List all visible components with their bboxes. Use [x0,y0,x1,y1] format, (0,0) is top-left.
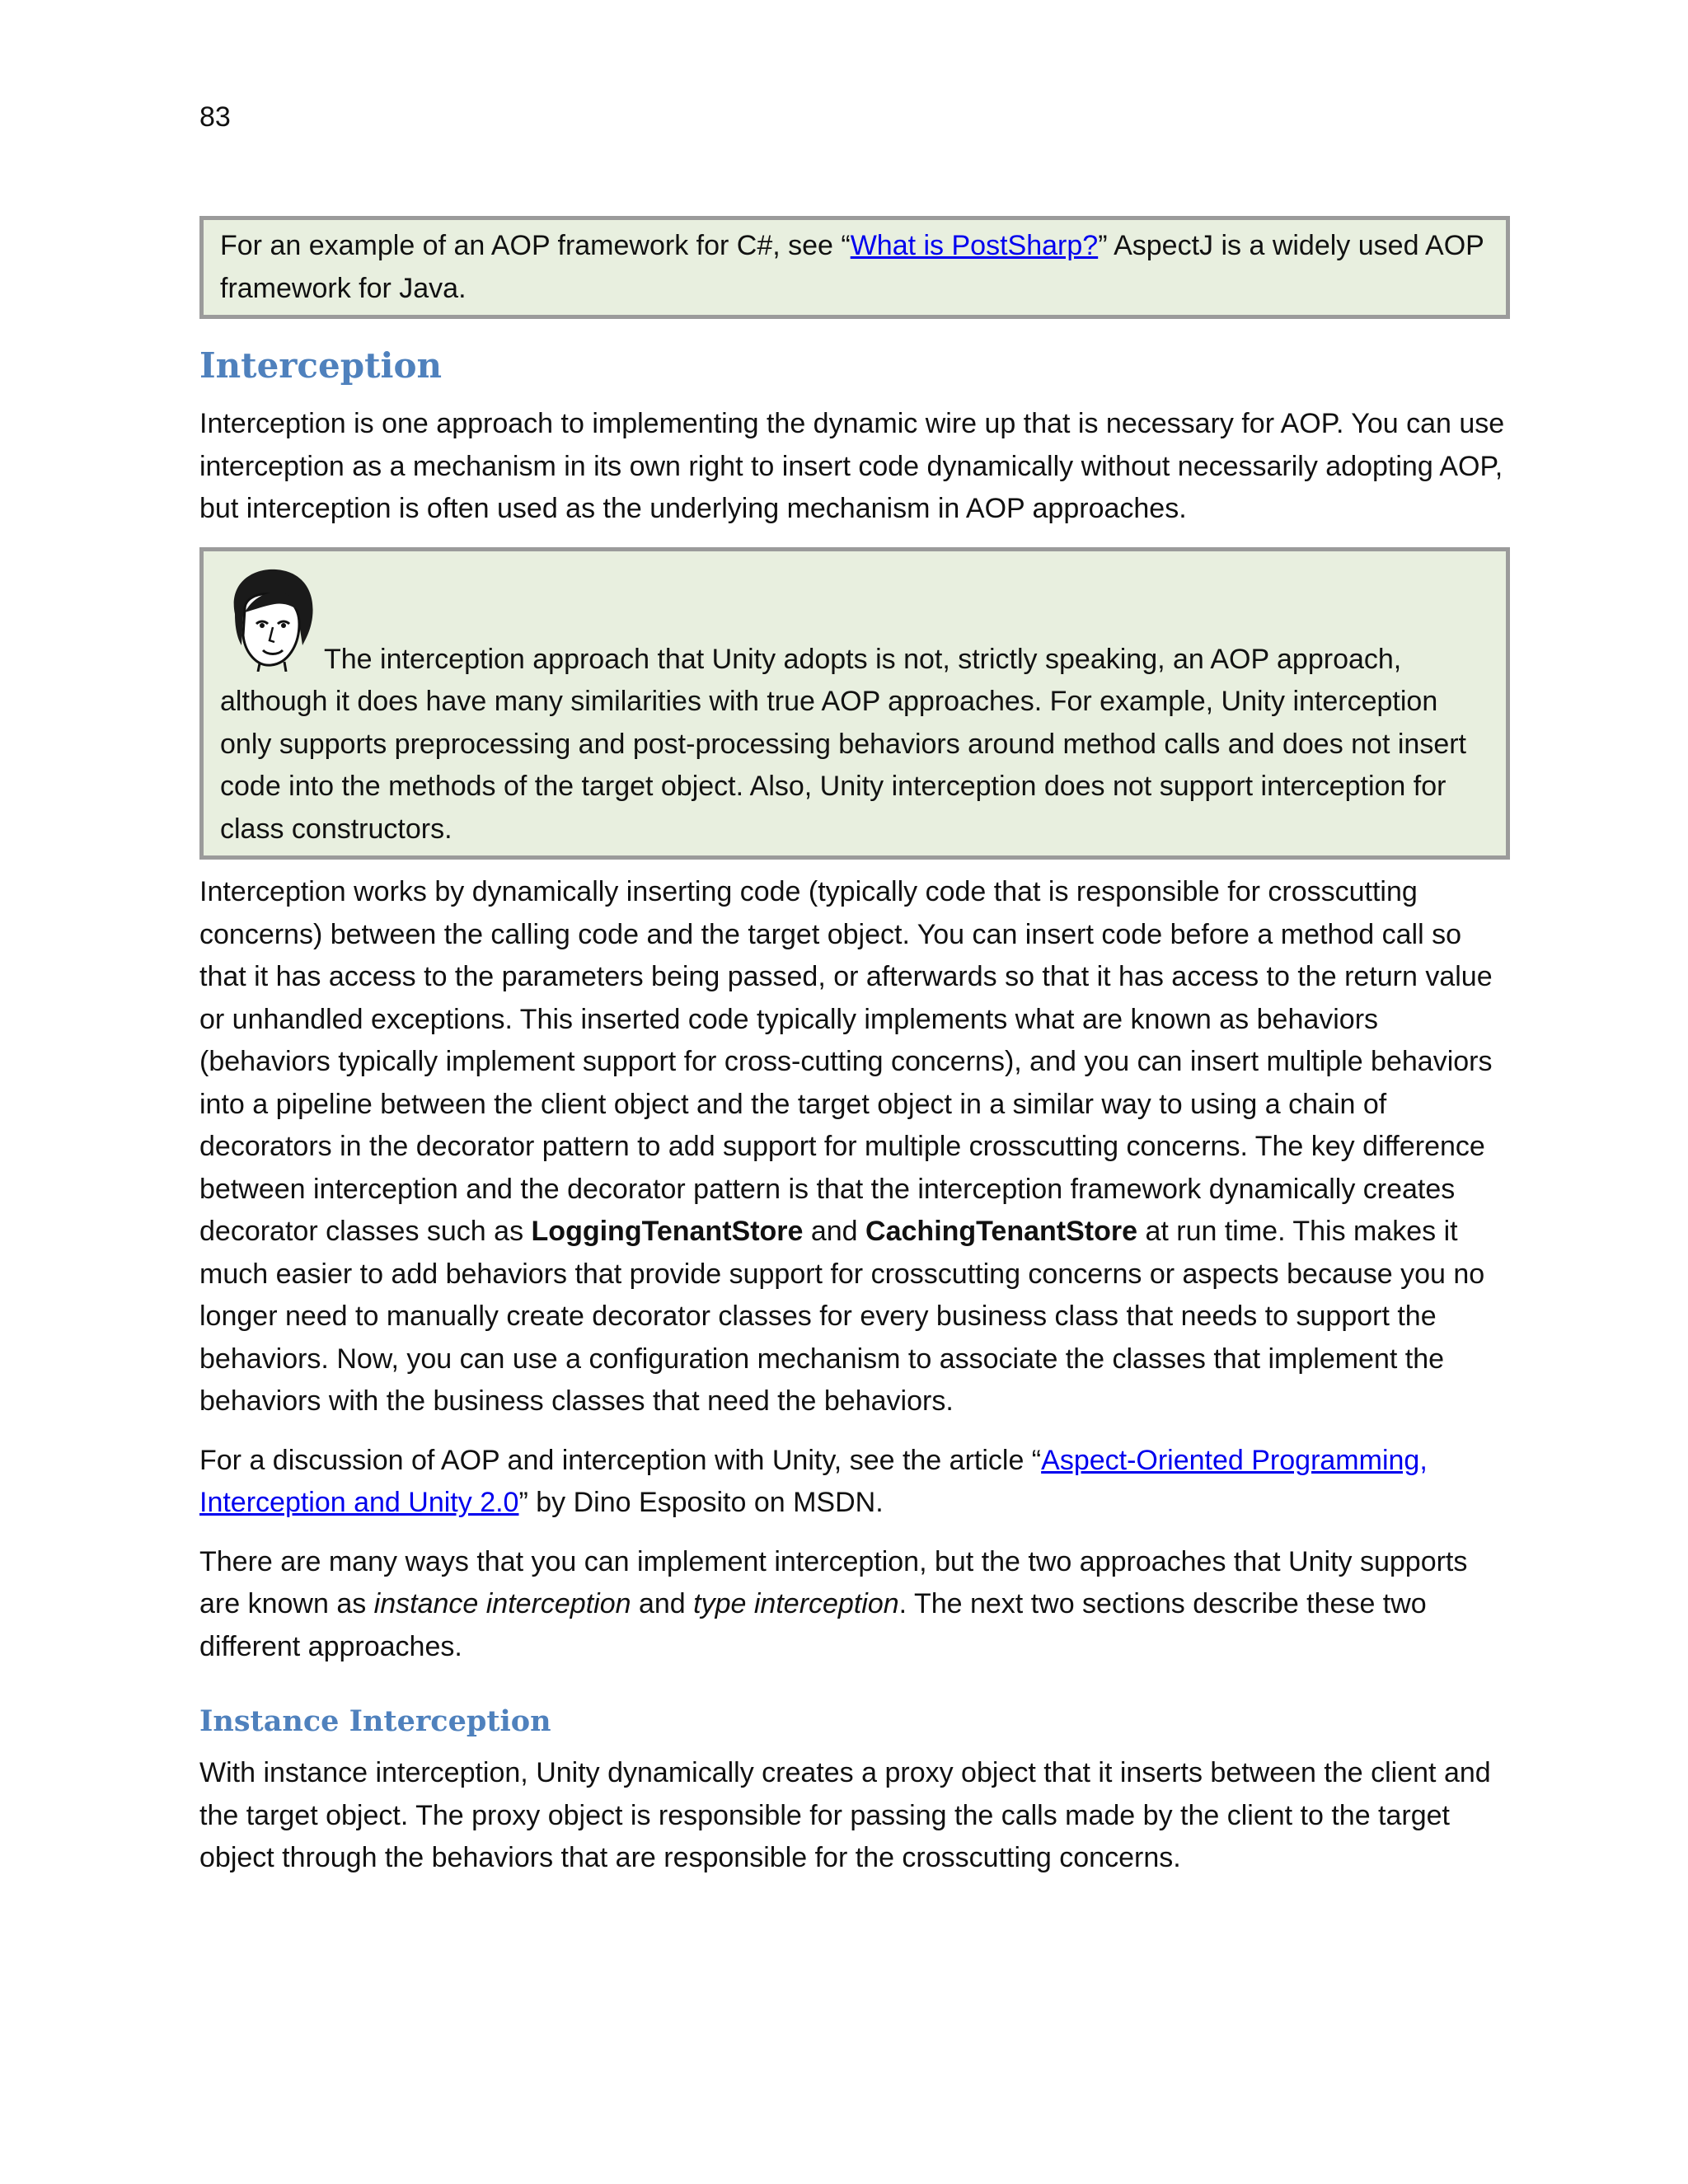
cartoon-face-icon [220,566,319,672]
note-unity-first-line: The interception approach that Unity adopts is not, strictly speaking, an AOP approach, [324,643,1402,675]
caching-tenant-store: CachingTenantStore [865,1216,1138,1247]
postsharp-link[interactable]: What is PostSharp? [850,230,1099,261]
aop-article-link[interactable]: Aspect-Oriented Programming, Interception and Unity 2.0 [199,1444,1428,1518]
approaches-after: . The next two sections describe these two different approaches. [199,1588,1427,1662]
discussion-after: ” by Dino Esposito on MSDN. [518,1487,884,1518]
intro-paragraph: Interception is one approach to implementing the dynamic wire up that is necessary for AOP. You can use interception as a mechanism in its own right to insert code dynamically without necessarily adopting AOP, but interception is often used as the underlying mechanism in AOP approaches. [199,408,1505,524]
paragraph-discussion [199,1440,1510,1525]
paragraph-and: and [803,1216,866,1247]
section-heading-interception: Interception [199,345,442,386]
approaches-before: There are many ways that you can implement interception, but the two approaches that Unity supports are known as [199,1545,1468,1619]
section-heading-instance-interception: Instance Interception [199,1704,551,1738]
logging-tenant-store: LoggingTenantStore [531,1216,804,1247]
page-content [199,216,1510,1896]
note-box-postsharp [199,216,1510,319]
paragraph-interception-works [199,871,1510,1423]
discussion-before: For a discussion of AOP and interception with Unity, see the article “ [199,1444,1042,1476]
instance-interception-term: instance interception [373,1588,631,1619]
paragraph-approaches [199,1541,1510,1669]
note-unity-text [220,556,1489,851]
type-interception-term: type interception [693,1588,899,1619]
note-text-before: For an example of an AOP framework for C#, see “ [220,230,851,261]
paragraph-part2: at run time. This makes it much easier to add behaviors that provide support for crosscutting concerns or aspects because you no longer need to manually create decorator classes for every business class that needs to support the behaviors. Now, you can use a configuration mechanism to associate the classes that implement the behaviors with the business classes that need the behaviors. [199,1216,1485,1417]
note-text [220,225,1489,310]
note-text-after: ” AspectJ is a widely used AOP framework for Java. [220,230,1484,304]
note-box-unity-aop [199,547,1510,860]
approaches-and: and [631,1588,694,1619]
note-unity-rest: although it does have many similarities with true AOP approaches. For example, Unity interception only supports preprocessing and post-processing behaviors around method calls and does not insert code into the methods of the target object. Also, Unity interception does not support interception for class constructors. [220,686,1467,845]
page-number: 83 [199,101,231,133]
paragraph-instance-interception: With instance interception, Unity dynamically creates a proxy object that it inserts between the client and the target object. The proxy object is responsible for passing the calls made by the client to the target object through the behaviors that are responsible for the crosscutting concerns. [199,1757,1491,1873]
paragraph-part1: Interception works by dynamically inserting code (typically code that is responsible for crosscutting concerns) between the calling code and the target object. You can insert code before a method call so that it has access to the parameters being passed, or afterwards so that it has access to the return value or unhandled exceptions. This inserted code typically implements what are known as behaviors (behaviors typically implement support for cross-cutting concerns), and you can insert multiple behaviors into a pipeline between the client object and the target object in a similar way to using a chain of decorators in the decorator pattern to add support for multiple crosscutting concerns. The key difference between interception and the decorator pattern is that the interception framework dynamically creates decorator classes such as [199,876,1493,1247]
